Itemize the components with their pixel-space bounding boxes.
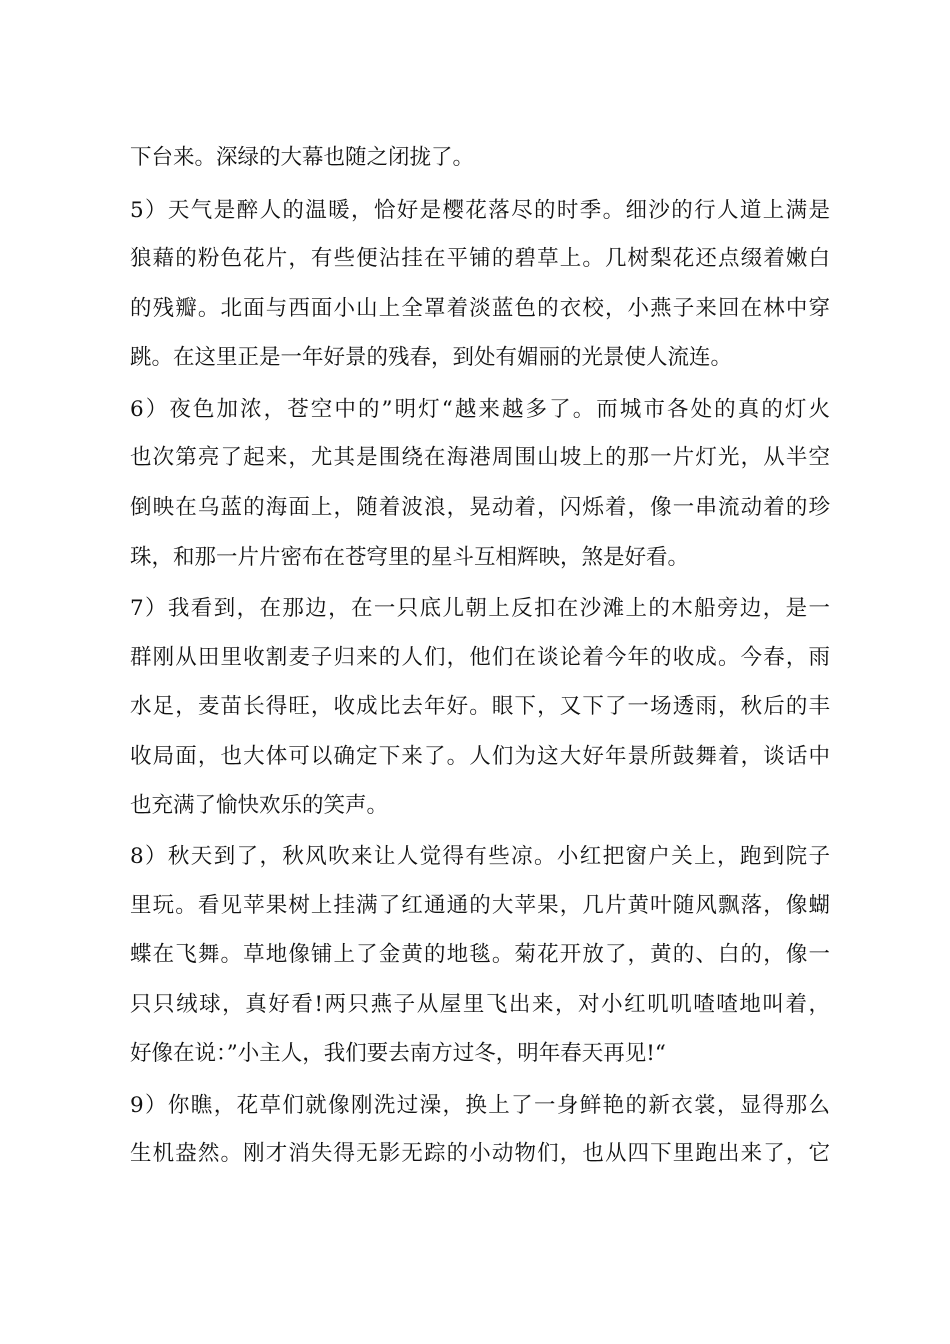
text-line: 群刚从田里收割麦子归来的人们，他们在谈论着今年的收成。今春，雨 bbox=[130, 645, 830, 670]
text-line: 6）夜色加浓，苍空中的”明灯“越来越多了。而城市各处的真的灯火 bbox=[130, 397, 830, 422]
text-line: 也充满了愉快欢乐的笑声。 bbox=[130, 793, 389, 818]
text-line: 蝶在飞舞。草地像铺上了金黄的地毯。菊花开放了，黄的、白的，像一 bbox=[130, 942, 830, 967]
text-line: 9）你瞧，花草们就像刚洗过澡，换上了一身鲜艳的新衣裳，显得那么 bbox=[130, 1093, 830, 1118]
text-line: 好像在说：”小主人，我们要去南方过冬，明年春天再见!“ bbox=[130, 1041, 666, 1066]
text-line: 倒映在乌蓝的海面上，随着波浪，晃动着，闪烁着，像一串流动着的珍 bbox=[130, 495, 830, 520]
text-line: 8）秋天到了，秋风吹来让人觉得有些凉。小红把窗户关上，跑到院子 bbox=[130, 844, 830, 869]
text-line: 跳。在这里正是一年好景的残春，到处有媚丽的光景使人流连。 bbox=[130, 345, 733, 370]
text-line: 下台来。深绿的大幕也随之闭拢了。 bbox=[130, 145, 475, 170]
text-line: 狼藉的粉色花片，有些便沾挂在平铺的碧草上。几树梨花还点缀着嫩白 bbox=[130, 246, 830, 271]
text-line: 5）天气是醉人的温暖，恰好是樱花落尽的时季。细沙的行人道上满是 bbox=[130, 198, 830, 223]
text-line: 也次第亮了起来，尤其是围绕在海港周围山坡上的那一片灯光，从半空 bbox=[130, 445, 830, 470]
text-line: 的残瓣。北面与西面小山上全罩着淡蓝色的衣校，小燕子来回在林中穿 bbox=[130, 296, 830, 321]
text-line: 收局面，也大体可以确定下来了。人们为这大好年景所鼓舞着，谈话中 bbox=[130, 744, 830, 769]
text-line: 里玩。看见苹果树上挂满了红通通的大苹果，几片黄叶随风飘落，像蝴 bbox=[130, 893, 830, 918]
text-line: 珠，和那一片片密布在苍穹里的星斗互相辉映，煞是好看。 bbox=[130, 545, 690, 570]
text-line: 只只绒球，真好看!两只燕子从屋里飞出来，对小红叽叽喳喳地叫着， bbox=[130, 992, 830, 1017]
text-line: 水足，麦苗长得旺，收成比去年好。眼下，又下了一场透雨，秋后的丰 bbox=[130, 694, 830, 719]
text-line: 生机盎然。刚才消失得无影无踪的小动物们，也从四下里跑出来了，它 bbox=[130, 1141, 830, 1166]
text-line: 7）我看到，在那边，在一只底儿朝上反扣在沙滩上的木船旁边，是一 bbox=[130, 596, 830, 621]
